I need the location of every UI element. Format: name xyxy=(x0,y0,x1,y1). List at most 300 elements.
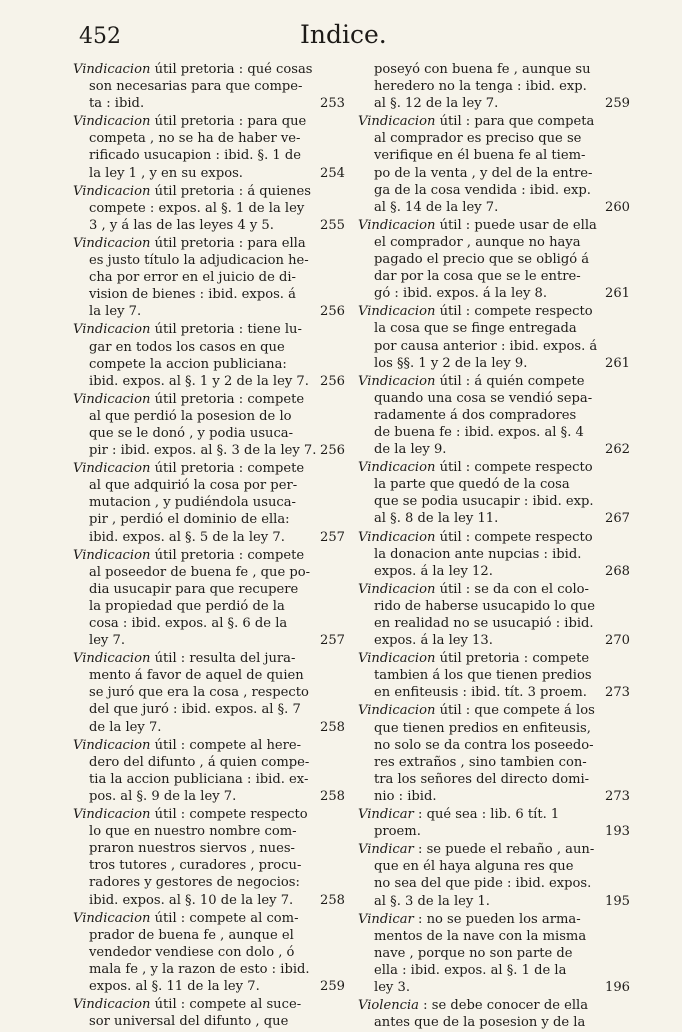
entry-line xyxy=(73,511,345,528)
entry-text: pir , perdió el dominio de ella: xyxy=(89,512,290,528)
index-entry xyxy=(358,702,630,805)
entry-text: pos. al §. 9 de la ley 7. xyxy=(89,788,237,804)
entry-line xyxy=(73,615,345,632)
entry-page-ref: 256 xyxy=(320,304,345,320)
entry-text: sor universal del difunto , que xyxy=(89,1014,289,1030)
entry-line xyxy=(358,355,630,372)
entry-text: útil : compete respecto xyxy=(435,529,593,545)
entry-line xyxy=(358,979,630,996)
entry-text: prador de buena fe , aunque el xyxy=(89,927,294,943)
entry-headword: Vindicacion xyxy=(73,910,151,926)
entry-line xyxy=(358,893,630,910)
entry-text: tambien á los que tienen predios xyxy=(374,668,592,684)
entry-page-ref: 273 xyxy=(605,788,630,804)
entry-page-ref: 258 xyxy=(320,788,345,804)
index-entry xyxy=(358,113,630,216)
entry-line xyxy=(358,476,630,493)
entry-text: compete : expos. al §. 1 de la ley xyxy=(89,200,305,216)
entry-page-ref: 256 xyxy=(320,443,345,459)
entry-line xyxy=(73,252,345,269)
entry-line xyxy=(73,165,345,182)
index-entry xyxy=(358,373,630,458)
entry-headword: Vindicacion xyxy=(73,322,151,338)
entry-page-ref: 259 xyxy=(320,978,345,994)
entry-page-ref: 261 xyxy=(605,355,630,371)
entry-text: de la ley 7. xyxy=(89,719,162,735)
entry-line xyxy=(73,95,345,112)
entry-text: rificado usucapion : ibid. §. 1 de xyxy=(89,148,302,164)
entry-text: útil : compete al suce- xyxy=(150,997,302,1013)
entry-headword: Vindicacion xyxy=(358,651,436,667)
entry-headword: Vindicacion xyxy=(73,651,151,667)
entry-text: útil pretoria : qué cosas xyxy=(150,62,313,77)
entry-line xyxy=(358,667,630,684)
entry-headword: Vindicacion xyxy=(73,183,151,199)
entry-line xyxy=(73,737,345,754)
entry-line xyxy=(358,1014,630,1031)
entry-text: la ley 7. xyxy=(89,304,142,320)
entry-line xyxy=(358,95,630,112)
entry-text: ga de la cosa vendida : ibid. exp. xyxy=(374,182,591,198)
entry-line xyxy=(73,183,345,200)
entry-line xyxy=(73,719,345,736)
index-entry xyxy=(73,806,345,909)
entry-text: útil : compete respecto xyxy=(150,807,308,823)
entry-line xyxy=(73,598,345,615)
entry-text: al §. 12 de la ley 7. xyxy=(374,96,499,112)
entry-text: en enfiteusis : ibid. tít. 3 proem. xyxy=(374,685,587,701)
entry-line xyxy=(358,720,630,737)
entry-text: en realidad no se usucapió : ibid. xyxy=(374,616,594,631)
entry-line xyxy=(73,425,345,442)
entry-line xyxy=(358,320,630,337)
index-entry xyxy=(73,910,345,995)
entry-headword: Vindicar xyxy=(358,807,414,823)
entry-text: tia la accion publiciana : ibid. ex- xyxy=(89,771,309,787)
entry-text: es justo título la adjudicacion he- xyxy=(89,253,309,269)
index-column-left xyxy=(73,61,345,1031)
entry-text: la propiedad que perdió de la xyxy=(89,598,285,614)
entry-text: de la ley 9. xyxy=(374,442,447,458)
entry-text: útil : que compete á los xyxy=(435,703,595,719)
entry-headword: Vindicacion xyxy=(73,547,151,563)
entry-headword: Vindicacion xyxy=(358,373,436,389)
entry-line xyxy=(358,788,630,805)
entry-text: no sea del que pide : ibid. expos. xyxy=(374,876,592,892)
index-entry xyxy=(358,581,630,649)
entry-text: res extraños , sino tambien con- xyxy=(374,754,587,770)
entry-page-ref: 267 xyxy=(605,511,630,527)
entry-text: expos. á la ley 13. xyxy=(374,633,493,649)
entry-line xyxy=(358,997,630,1014)
entry-line xyxy=(73,978,345,995)
entry-line xyxy=(358,234,630,251)
entry-line xyxy=(358,823,630,840)
entry-page-ref: 256 xyxy=(320,373,345,389)
entry-text: útil pretoria : compete xyxy=(150,461,305,477)
entry-text: al §. 3 de la ley 1. xyxy=(374,893,490,909)
entry-page-ref: 270 xyxy=(605,633,630,649)
entry-line xyxy=(73,927,345,944)
entry-line xyxy=(73,494,345,511)
entry-text: que tienen predios en enfiteusis, xyxy=(374,720,591,736)
entry-text: al poseedor de buena fe , que po- xyxy=(89,564,311,580)
entry-line xyxy=(73,581,345,598)
entry-line xyxy=(358,615,630,632)
entry-line xyxy=(73,874,345,891)
entry-headword: Vindicacion xyxy=(358,703,436,719)
entry-line xyxy=(358,911,630,928)
entry-text: útil pretoria : tiene lu- xyxy=(150,322,302,338)
entry-page-ref: 259 xyxy=(605,96,630,112)
entry-text: radamente á dos compradores xyxy=(374,407,577,423)
entry-line xyxy=(73,200,345,217)
index-entry xyxy=(358,217,630,302)
entry-text: son necesarias para que compe- xyxy=(89,79,303,95)
index-entry xyxy=(358,61,630,112)
entry-text: útil : resulta del jura- xyxy=(150,651,296,667)
entry-line xyxy=(73,650,345,667)
entry-text: dero del difunto , á quien compe- xyxy=(89,754,310,770)
entry-line xyxy=(73,217,345,234)
entry-line xyxy=(73,529,345,546)
entry-line xyxy=(73,547,345,564)
entry-page-ref: 196 xyxy=(605,979,630,995)
entry-text: 3 , y á las de las leyes 4 y 5. xyxy=(89,217,274,233)
entry-text: mala fe , y la razon de esto : ibid. xyxy=(89,961,310,977)
entry-text: dia usucapir para que recupere xyxy=(89,581,299,597)
entry-headword: Vindicar xyxy=(358,911,414,927)
entry-line xyxy=(358,546,630,563)
entry-line xyxy=(73,321,345,338)
index-entry xyxy=(358,911,630,996)
entry-text: vision de bienes : ibid. expos. á xyxy=(89,287,296,303)
entry-page-ref: 255 xyxy=(320,217,345,233)
entry-text: : se debe conocer de ella xyxy=(419,998,589,1014)
index-entry xyxy=(73,650,345,735)
entry-text: la cosa que se finge entregada xyxy=(374,321,577,337)
entry-text: compete la accion publiciana: xyxy=(89,356,287,372)
entry-text: ley 3. xyxy=(374,979,410,995)
index-column-right xyxy=(358,61,630,1032)
entry-line xyxy=(358,199,630,216)
index-entry xyxy=(73,996,345,1030)
entry-line xyxy=(358,407,630,424)
entry-text: útil pretoria : compete xyxy=(435,651,590,667)
entry-text: de buena fe : ibid. expos. al §. 4 xyxy=(374,424,584,440)
entry-text: vendedor vendiese con dolo , ó xyxy=(89,944,295,960)
page-number: 452 xyxy=(79,24,121,49)
entry-line xyxy=(358,165,630,182)
entry-line xyxy=(358,268,630,285)
entry-page-ref: 258 xyxy=(320,719,345,735)
entry-line xyxy=(358,510,630,527)
entry-headword: Vindicacion xyxy=(358,529,436,545)
entry-line xyxy=(73,408,345,425)
entry-line xyxy=(358,61,630,78)
entry-line xyxy=(73,961,345,978)
entry-line xyxy=(358,78,630,95)
entry-text: útil : compete respecto xyxy=(435,460,593,476)
entry-line xyxy=(73,840,345,857)
page-title: Indice. xyxy=(300,20,387,49)
index-entry xyxy=(73,61,345,112)
entry-line xyxy=(73,286,345,303)
entry-line xyxy=(73,339,345,356)
entry-text: al §. 14 de la ley 7. xyxy=(374,199,499,215)
entry-text: el comprador , aunque no haya xyxy=(374,234,581,250)
entry-text: al comprador es preciso que se xyxy=(374,131,582,147)
entry-line xyxy=(358,875,630,892)
entry-text: útil : puede usar de ella xyxy=(435,217,597,233)
entry-text: gó : ibid. expos. á la ley 8. xyxy=(374,286,548,302)
entry-line xyxy=(358,632,630,649)
entry-text: al que perdió la posesion de lo xyxy=(89,408,292,424)
entry-line xyxy=(358,806,630,823)
entry-headword: Vindicacion xyxy=(358,304,436,320)
entry-line xyxy=(73,130,345,147)
index-entry xyxy=(358,303,630,371)
entry-headword: Vindicacion xyxy=(73,997,151,1013)
entry-text: dar por la cosa que se le entre- xyxy=(374,269,581,285)
entry-page-ref: 257 xyxy=(320,633,345,649)
entry-text: no solo se da contra los poseedo- xyxy=(374,737,594,753)
entry-line xyxy=(358,581,630,598)
entry-text: : se puede el rebaño , aun- xyxy=(413,842,595,858)
entry-line xyxy=(358,702,630,719)
entry-line xyxy=(358,130,630,147)
entry-line xyxy=(73,235,345,252)
entry-line xyxy=(73,806,345,823)
entry-line xyxy=(73,303,345,320)
entry-text: ibid. expos. al §. 1 y 2 de la ley 7. xyxy=(89,373,309,389)
entry-text: quando una cosa se vendió sepa- xyxy=(374,390,593,406)
entry-text: que se podia usucapir : ibid. exp. xyxy=(374,494,594,510)
index-entry xyxy=(358,529,630,580)
entry-line xyxy=(73,113,345,130)
entry-line xyxy=(358,841,630,858)
entry-line xyxy=(358,771,630,788)
entry-headword: Vindicacion xyxy=(358,114,436,130)
entry-line xyxy=(358,754,630,771)
entry-line xyxy=(358,962,630,979)
entry-line xyxy=(73,996,345,1013)
entry-line xyxy=(358,251,630,268)
entry-text: útil : compete respecto xyxy=(435,304,593,320)
entry-text: cha por error en el juicio de di- xyxy=(89,270,296,286)
entry-line xyxy=(73,667,345,684)
entry-text: gar en todos los casos en que xyxy=(89,339,285,355)
entry-line xyxy=(358,182,630,199)
entry-line xyxy=(73,373,345,390)
entry-headword: Vindicacion xyxy=(73,114,151,130)
index-entry xyxy=(73,391,345,459)
entry-text: radores y gestores de negocios: xyxy=(89,875,300,891)
entry-headword: Vindicacion xyxy=(73,235,151,251)
index-entry xyxy=(358,806,630,840)
entry-text: mento á favor de aquel de quien xyxy=(89,668,304,684)
entry-headword: Vindicacion xyxy=(73,807,151,823)
entry-line xyxy=(73,147,345,164)
entry-line xyxy=(73,564,345,581)
entry-text: al que adquirió la cosa por per- xyxy=(89,478,298,494)
entry-text: útil pretoria : compete xyxy=(150,391,305,407)
index-entry xyxy=(73,547,345,650)
entry-text: heredero no la tenga : ibid. exp. xyxy=(374,79,587,95)
entry-line xyxy=(73,460,345,477)
entry-text: útil : compete al here- xyxy=(150,737,302,753)
entry-headword: Vindicar xyxy=(358,842,414,858)
entry-text: útil : para que competa xyxy=(435,114,595,130)
entry-text: útil : se da con el colo- xyxy=(435,581,589,597)
entry-text: : no se pueden los arma- xyxy=(413,911,581,927)
entry-line xyxy=(358,424,630,441)
entry-text: praron nuestros siervos , nues- xyxy=(89,841,295,857)
entry-text: mutacion , y pudiéndola usuca- xyxy=(89,495,296,511)
entry-line xyxy=(358,858,630,875)
entry-text: mentos de la nave con la misma xyxy=(374,928,587,944)
entry-page-ref: 254 xyxy=(320,165,345,181)
index-entry xyxy=(358,650,630,701)
index-entry xyxy=(358,997,630,1031)
index-entry xyxy=(73,737,345,805)
entry-text: ibid. expos. al §. 10 de la ley 7. xyxy=(89,892,294,908)
entry-line xyxy=(358,529,630,546)
entry-line xyxy=(358,459,630,476)
entry-line xyxy=(73,771,345,788)
entry-line xyxy=(73,823,345,840)
index-entry xyxy=(73,321,345,389)
entry-page-ref: 257 xyxy=(320,529,345,545)
entry-text: que en él haya alguna res que xyxy=(374,859,574,875)
index-entry xyxy=(73,113,345,181)
entry-page-ref: 261 xyxy=(605,286,630,302)
entry-line xyxy=(73,910,345,927)
entry-text: la parte que quedó de la cosa xyxy=(374,477,570,493)
entry-line xyxy=(358,650,630,667)
entry-page-ref: 268 xyxy=(605,563,630,579)
entry-headword: Violencia xyxy=(358,998,419,1014)
entry-line xyxy=(73,892,345,909)
index-entry xyxy=(358,841,630,909)
entry-page-ref: 195 xyxy=(605,893,630,909)
entry-headword: Vindicacion xyxy=(358,460,436,476)
entry-text: útil pretoria : para ella xyxy=(150,235,306,251)
entry-headword: Vindicacion xyxy=(73,461,151,477)
entry-text: cosa : ibid. expos. al §. 6 de la xyxy=(89,616,288,631)
entry-text: por causa anterior : ibid. expos. á xyxy=(374,338,598,354)
entry-text: los §§. 1 y 2 de la ley 9. xyxy=(374,355,528,371)
entry-page-ref: 260 xyxy=(605,199,630,215)
entry-line xyxy=(73,356,345,373)
entry-headword: Vindicacion xyxy=(358,581,436,597)
entry-text: útil pretoria : á quienes xyxy=(150,183,311,199)
entry-text: pir : ibid. expos. al §. 3 de la ley 7. xyxy=(89,443,317,459)
entry-text: ley 7. xyxy=(89,633,125,649)
entry-text: expos. al §. 11 de la ley 7. xyxy=(89,978,260,994)
entry-line xyxy=(73,269,345,286)
entry-text: la donacion ante nupcias : ibid. xyxy=(374,546,582,562)
entry-text: nave , porque no son parte de xyxy=(374,945,573,961)
entry-text: se juró que era la cosa , respecto xyxy=(89,685,309,701)
entry-line xyxy=(73,78,345,95)
entry-line xyxy=(73,857,345,874)
entry-text: la ley 1 , y en su expos. xyxy=(89,165,243,181)
entry-text: ella : ibid. expos. al §. 1 de la xyxy=(374,962,567,978)
entry-text: útil : compete al com- xyxy=(150,910,299,926)
entry-text: útil pretoria : compete xyxy=(150,547,305,563)
index-entry xyxy=(73,235,345,320)
entry-text: útil pretoria : para que xyxy=(150,114,307,130)
entry-line xyxy=(358,147,630,164)
index-entry xyxy=(73,460,345,545)
entry-line xyxy=(358,113,630,130)
entry-line xyxy=(73,391,345,408)
entry-line xyxy=(73,442,345,459)
index-entry xyxy=(358,459,630,527)
entry-line xyxy=(358,217,630,234)
entry-text: ibid. expos. al §. 5 de la ley 7. xyxy=(89,529,285,545)
entry-line xyxy=(358,945,630,962)
entry-line xyxy=(358,285,630,302)
entry-line xyxy=(358,928,630,945)
entry-line xyxy=(358,441,630,458)
entry-line xyxy=(73,632,345,649)
entry-line xyxy=(358,563,630,580)
entry-text: : qué sea : lib. 6 tít. 1 xyxy=(413,807,560,823)
entry-text: expos. á la ley 12. xyxy=(374,563,493,579)
entry-line xyxy=(73,61,345,78)
entry-line xyxy=(358,390,630,407)
entry-line xyxy=(73,1013,345,1030)
entry-text: po de la venta , y del de la entre- xyxy=(374,165,593,181)
entry-line xyxy=(73,477,345,494)
entry-text: antes que de la posesion y de la xyxy=(374,1015,586,1031)
entry-text: verifique en él buena fe al tiem- xyxy=(374,148,586,164)
entry-line xyxy=(358,493,630,510)
index-entry xyxy=(73,183,345,234)
entry-text: útil : á quién compete xyxy=(435,373,585,389)
entry-headword: Vindicacion xyxy=(73,62,151,77)
entry-text: nio : ibid. xyxy=(374,788,437,804)
entry-text: tra los señores del directo domi- xyxy=(374,771,590,787)
entry-text: poseyó con buena fe , aunque su xyxy=(374,62,591,77)
entry-line xyxy=(358,737,630,754)
entry-text: al §. 8 de la ley 11. xyxy=(374,511,499,527)
entry-text: del que juró : ibid. expos. al §. 7 xyxy=(89,702,301,718)
entry-headword: Vindicacion xyxy=(73,391,151,407)
entry-line xyxy=(358,338,630,355)
entry-text: que se le donó , y podia usuca- xyxy=(89,425,294,441)
entry-text: tros tutores , curadores , procu- xyxy=(89,858,302,874)
entry-page-ref: 253 xyxy=(320,96,345,112)
entry-page-ref: 193 xyxy=(605,824,630,840)
entry-line xyxy=(358,598,630,615)
entry-line xyxy=(73,944,345,961)
entry-line xyxy=(73,684,345,701)
entry-headword: Vindicacion xyxy=(358,217,436,233)
entry-text: ta : ibid. xyxy=(89,96,145,112)
entry-page-ref: 262 xyxy=(605,442,630,458)
entry-text: lo que en nuestro nombre com- xyxy=(89,824,297,840)
entry-line xyxy=(358,303,630,320)
entry-line xyxy=(73,788,345,805)
entry-line xyxy=(358,684,630,701)
entry-line xyxy=(358,373,630,390)
entry-line xyxy=(73,701,345,718)
entry-line xyxy=(73,754,345,771)
entry-page-ref: 273 xyxy=(605,685,630,701)
